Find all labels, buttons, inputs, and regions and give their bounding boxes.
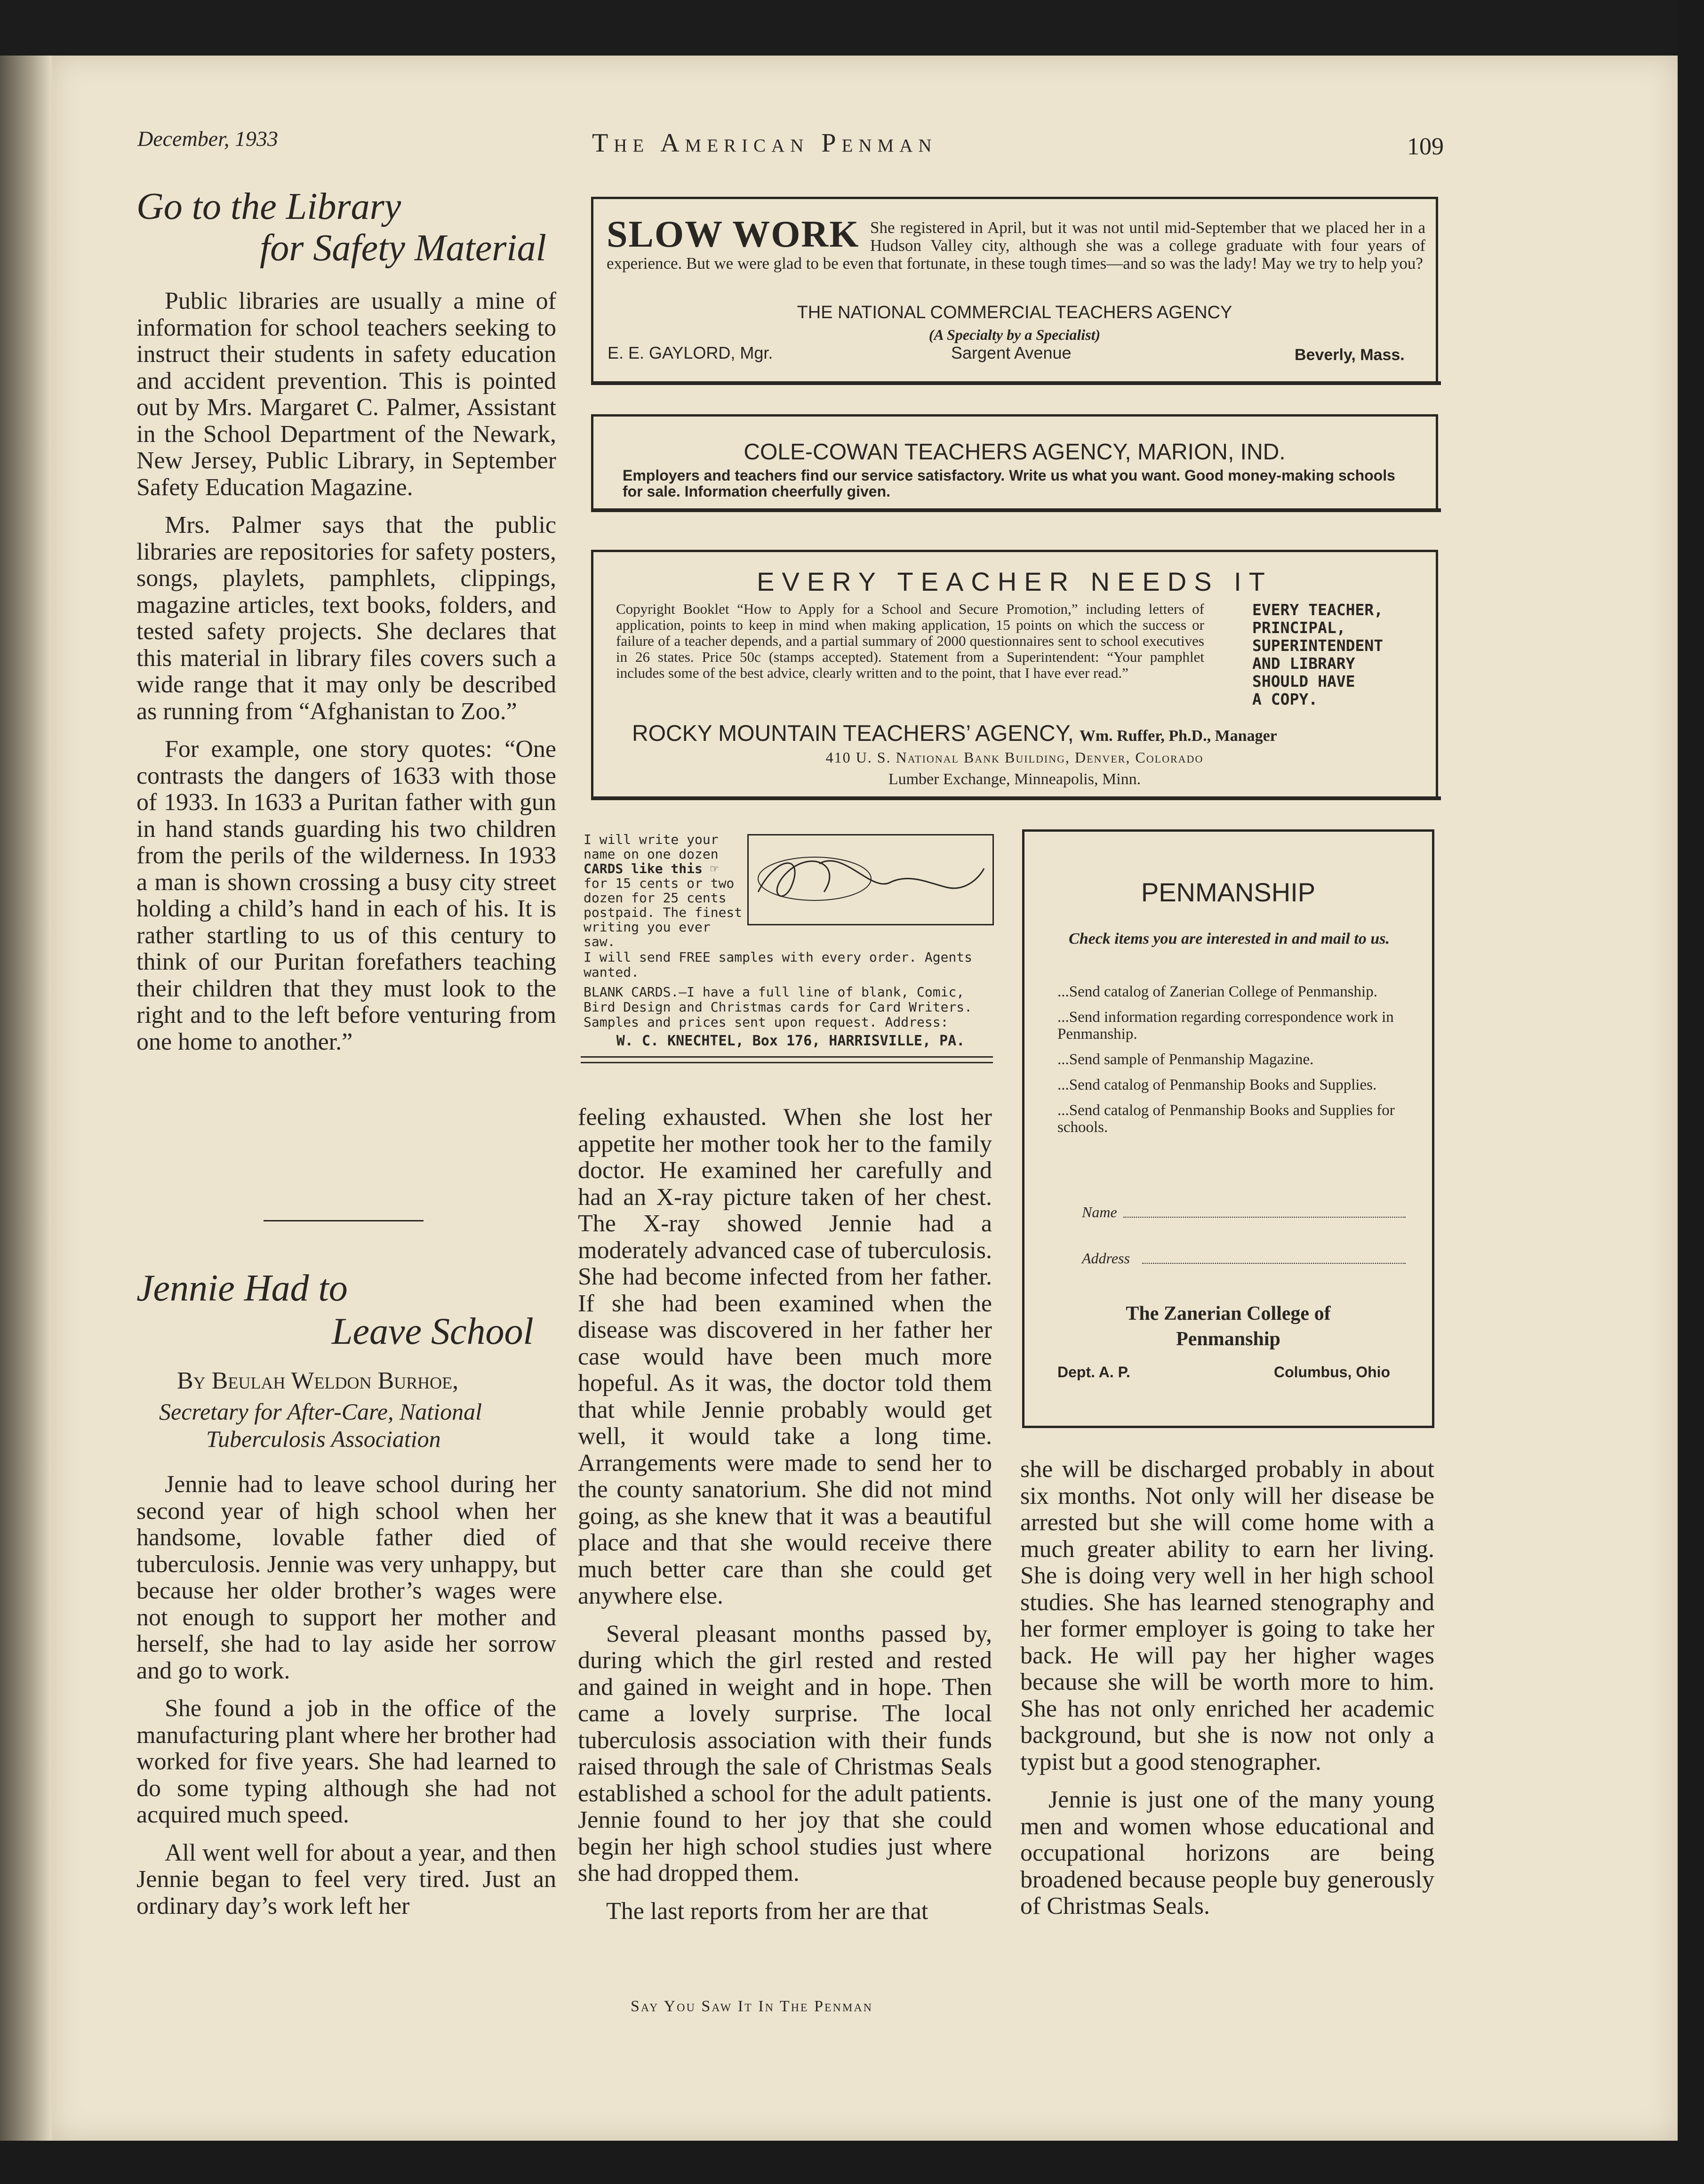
scanner-background-top — [0, 0, 1704, 56]
page-number: 109 — [1407, 133, 1444, 160]
article1-body — [136, 288, 556, 1055]
ad-knechtel-rule — [581, 1062, 993, 1063]
scanner-background-bottom — [0, 2141, 1704, 2184]
ad-rocky-side-line: AND LIBRARY — [1252, 654, 1355, 673]
ad-slow-work-text-wrap — [607, 219, 1425, 273]
article2-paragraph: All went well for about a year, and then Jennie began to feel very tired. Just an ordinary day’s work left her — [136, 1839, 556, 1919]
article2-paragraph: Jennie is just one of the many young men and women whose educational and occupational horizons are being broadened because people buy generously of Christmas Seals. — [1020, 1786, 1434, 1919]
ad-knechtel-line: writing you ever saw. — [584, 919, 711, 949]
ad-penmanship-city: Columbus, Ohio — [1274, 1364, 1391, 1381]
checklist-item[interactable]: ...Send information regarding correspondence work in Penmanship. — [1057, 1009, 1394, 1043]
ad-rocky-side-line: EVERY TEACHER, — [1252, 601, 1384, 619]
ad-slow-work-text: She registered in April, but it was not until mid-September that we placed her in a Hudson Valley city, although she was a college graduate with four years of experience. But we were glad to be even that fortunate, in these tough times—and so was the lady! May we try to help you? — [607, 218, 1425, 273]
issue-date: December, 1933 — [137, 127, 278, 151]
article2-paragraph: feeling exhausted. When she lost her appetite her mother took her to the family doctor. He examined her carefully and had an X-ray picture taken of her chest. The X-ray showed Jennie had a moderately advanced case of tuberculosis. She had become infected from her father. If she had been examined when the disease was discovered in her father her case would have been much more hopeful. As it was, the doctor told them that while Jennie probably would get well, it would take a long time. Arrangements were made to send her to the county sanatorium. She did not mind going, as she knew that it was a beautiful place and that she would receive there much better care than she could get anywhere else. — [578, 1104, 992, 1609]
ad-penmanship-checklist — [1057, 983, 1406, 1144]
checklist-item[interactable]: ...Send catalog of Penmanship Books and Supplies. — [1057, 1076, 1377, 1093]
ad-rocky-mountain — [591, 550, 1438, 799]
ad-slow-work-city: Beverly, Mass. — [1295, 346, 1405, 364]
ad-rocky-side-line: A COPY. — [1252, 690, 1318, 708]
ad-knechtel-blank-cards: BLANK CARDS.—I have a full line of blank, Comic, Bird Design and Christmas cards for Card Writers. Samples and prices sent upon request. Address: — [584, 984, 973, 1030]
article1-heading-line2: for Safety Material — [260, 227, 546, 269]
ad-rocky-mountain-shadow — [591, 796, 1441, 800]
ad-knechtel-sample-card — [747, 834, 994, 925]
ad-penmanship-name-label: Name — [1082, 1204, 1117, 1220]
ad-slow-work-street: Sargent Avenue — [951, 343, 1072, 362]
magazine-title: The American Penman — [592, 128, 937, 158]
address-field[interactable] — [1142, 1263, 1406, 1264]
ad-slow-work-manager: E. E. GAYLORD, Mgr. — [608, 343, 773, 362]
article2-column1 — [136, 1471, 556, 1919]
ad-penmanship-coupon — [1022, 829, 1434, 1428]
ad-rocky-mountain-address: 410 U. S. National Bank Building, Denver, Colorado — [825, 749, 1204, 766]
section-divider — [264, 1220, 424, 1221]
ad-knechtel-offer — [584, 832, 744, 949]
article2-affiliation-line2: Tuberculosis Association — [206, 1426, 441, 1452]
ad-cole-cowan — [591, 414, 1438, 511]
article2-column3 — [1020, 1456, 1434, 1920]
ad-knechtel-address: W. C. KNECHTEL, Box 176, HARRISVILLE, PA. — [616, 1033, 965, 1049]
article1-heading-line1: Go to the Library — [136, 186, 401, 227]
footer-slogan: Say You Saw It In The Penman — [631, 1998, 873, 2015]
ad-slow-work-agency: THE NATIONAL COMMERCIAL TEACHERS AGENCY — [797, 303, 1232, 322]
ad-knechtel-details — [584, 950, 998, 1049]
ad-penmanship-dept: Dept. A. P. — [1057, 1364, 1130, 1381]
article1-paragraph: Mrs. Palmer says that the public libraries are repositories for safety posters, songs, playlets, pamphlets, clippings, magazine articles, text books, folders, and tested safety projects. She declares that this material in library files covers such a wide range that it may only be described as running from “Afghanistan to Zoo.” — [136, 512, 556, 725]
article2-paragraph: She found a job in the office of the manufacturing plant where her brother had worked for five years. She had learned to do some typing although she had not acquired much speed. — [136, 1695, 556, 1828]
article2-column2 — [578, 1104, 992, 1925]
ad-cole-cowan-text: Employers and teachers find our service satisfactory. Write us what you want. Good money-making schools for sale. Information cheerfully given. — [623, 467, 1395, 500]
checklist-item[interactable]: ...Send sample of Penmanship Magazine. — [1057, 1051, 1314, 1068]
ad-penmanship-college-line1: The Zanerian College of — [1126, 1303, 1331, 1325]
article1-paragraph: Public libraries are usually a mine of information for school teachers seeking to instruct their students in safety education and accident prevention. This is pointed out by Mrs. Margaret C. Palmer, Assistant in the School Department of the Newark, New Jersey, Public Library, in September Safety Education Magazine. — [136, 288, 556, 501]
ad-rocky-mountain-text: Copyright Booklet “How to Apply for a School and Secure Promotion,” including letters of application, points to keep in mind when making application, 15 points on which the success or failure of a teacher depends, and a partial summary of 2000 questionnaires sent to school executives in 26 states. Price 50c (stamps accepted). Statement from a Superintendent: “Your pamphlet includes some of the best advice, clearly written and to the point, that I have ever read.” — [616, 601, 1204, 681]
ad-slow-work-shadow — [591, 381, 1441, 385]
ad-penmanship-address-label: Address — [1082, 1250, 1130, 1267]
ad-rocky-mountain-branch: Lumber Exchange, Minneapolis, Minn. — [888, 771, 1141, 788]
book-gutter — [0, 56, 52, 2141]
ad-rocky-mountain-headline: EVERY TEACHER NEEDS IT — [757, 567, 1272, 596]
ad-cole-cowan-shadow — [591, 508, 1441, 512]
ad-penmanship-subtitle: Check items you are interested in and mail to us. — [1069, 930, 1390, 947]
ad-knechtel-line: CARDS like this ☞ — [584, 861, 719, 876]
ad-rocky-mountain-agency-line — [632, 721, 1277, 747]
ad-rocky-side-line: SHOULD HAVE — [1252, 672, 1355, 691]
ad-cole-cowan-agency: COLE-COWAN TEACHERS AGENCY, MARION, IND. — [744, 440, 1286, 465]
article2-byline: By Beulah Weldon Burhoe, — [177, 1367, 459, 1394]
ad-penmanship-college-line2: Penmanship — [1176, 1328, 1280, 1350]
article2-affiliation-line1: Secretary for After-Care, National — [159, 1398, 482, 1425]
ad-penmanship-title: PENMANSHIP — [1141, 877, 1316, 907]
checklist-item[interactable]: ...Send catalog of Zanerian College of Penmanship. — [1057, 983, 1377, 1000]
ad-slow-work-tagline: (A Specialty by a Specialist) — [928, 326, 1101, 343]
article2-paragraph: Jennie had to leave school during her second year of high school when her handsome, lovable father died of tuberculosis. Jennie was very unhappy, but because her older brother’s wages were not enough to support her mother and herself, she had to lay aside her sorrow and go to work. — [136, 1471, 556, 1684]
ad-knechtel-line: for 15 cents or two — [584, 875, 735, 891]
article2-paragraph: she will be discharged probably in about six months. Not only will her disease be arrested but she will come home with a much greater ability to earn her living. She is doing very well in her high school studies. She has learned stenography and her former employer is going to take her back. He will pay her higher wages because she will be worth more to him. She has not only enriched her academic background, but she is now not only a typist but a good stenographer. — [1020, 1456, 1434, 1775]
ad-knechtel-samples: I will send FREE samples with every order. Agents wanted. — [584, 949, 973, 980]
ad-rocky-mountain-agency: ROCKY MOUNTAIN TEACHERS’ AGENCY, — [632, 721, 1074, 746]
ad-knechtel-line: postpaid. The finest — [584, 905, 743, 920]
checklist-item[interactable]: ...Send catalog of Penmanship Books and Supplies for schools. — [1057, 1102, 1395, 1136]
ad-rocky-mountain-side-text — [1252, 601, 1383, 708]
article2-paragraph: The last reports from her are that — [606, 1897, 928, 1925]
ad-knechtel-rule — [581, 1056, 993, 1058]
ad-slow-work-headline: SLOW WORK — [607, 214, 860, 255]
scanner-background-right — [1678, 0, 1704, 2184]
ad-rocky-side-line: SUPERINTENDENT — [1252, 636, 1384, 655]
article2-heading-line1: Jennie Had to — [136, 1268, 348, 1309]
article2-paragraph: Several pleasant months passed by, during which the girl rested and rested and gained in weight and in hope. Then came a lovely surprise. The local tuberculosis association with their funds raised through the sale of Christmas Seals established a school for the adult patients. Jennie found to her joy that she could begin her high school studies just where she had dropped them. — [578, 1620, 992, 1887]
ad-knechtel-line: I will write your — [584, 832, 719, 847]
article1-paragraph: For example, one story quotes: “One contrasts the dangers of 1633 with those of 1933. In 1633 a Puritan father with gun in hand stands guarding his two children from the perils of the wilderness. In 1933 a man is shown crossing a busy city street holding a child’s hand in each of his. It is rather startling to us of this century to think of our Puritan forefathers teaching their children that they must look to the right and to the left before venturing from one home to another.” — [136, 736, 556, 1055]
name-field[interactable] — [1123, 1217, 1406, 1218]
ad-rocky-side-line: PRINCIPAL, — [1252, 618, 1346, 637]
ad-knechtel-line: dozen for 25 cents — [584, 890, 727, 906]
ad-rocky-mountain-manager: Wm. Ruffer, Ph.D., Manager — [1079, 727, 1277, 745]
article2-heading-line2: Leave School — [332, 1311, 534, 1352]
ad-slow-work-float-spacer — [607, 219, 870, 252]
ad-knechtel-line: name on one dozen — [584, 846, 719, 862]
ad-slow-work — [591, 197, 1438, 384]
